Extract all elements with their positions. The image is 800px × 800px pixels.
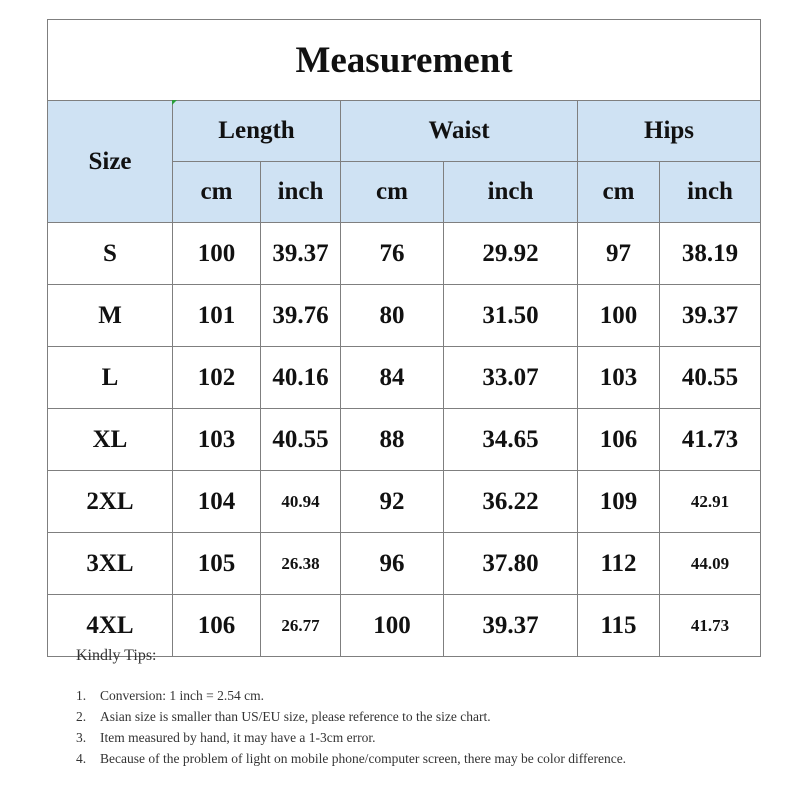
tip-text: Item measured by hand, it may have a 1-3cm error. <box>100 730 376 745</box>
tip-number: 4. <box>76 751 87 766</box>
size-cell: M <box>48 285 173 347</box>
length-cm-cell: 100 <box>173 223 261 285</box>
table-title: Measurement <box>48 20 761 101</box>
hips-cm-header: cm <box>578 162 660 223</box>
hips-group-header: Hips <box>578 101 761 162</box>
waist-cm-cell: 80 <box>341 285 444 347</box>
tips-section <box>76 647 756 769</box>
size-cell: 3XL <box>48 533 173 595</box>
table-row <box>48 223 761 285</box>
table-row <box>48 533 761 595</box>
list-item <box>76 727 756 748</box>
tip-number: 3. <box>76 730 87 745</box>
waist-cm-cell: 84 <box>341 347 444 409</box>
tips-title: Kindly Tips: <box>76 647 157 664</box>
waist-inch-header: inch <box>444 162 578 223</box>
hips-cm-cell: 103 <box>578 347 660 409</box>
waist-inch-cell: 33.07 <box>444 347 578 409</box>
table-row <box>48 409 761 471</box>
length-inch-cell: 26.77 <box>261 595 341 657</box>
hips-inch-cell: 44.09 <box>660 533 761 595</box>
size-cell: S <box>48 223 173 285</box>
tip-text: Asian size is smaller than US/EU size, please reference to the size chart. <box>100 709 491 724</box>
table-row <box>48 285 761 347</box>
length-cm-cell: 102 <box>173 347 261 409</box>
waist-cm-cell: 96 <box>341 533 444 595</box>
waist-group-header: Waist <box>341 101 578 162</box>
length-cm-cell: 101 <box>173 285 261 347</box>
tip-number: 1. <box>76 688 87 703</box>
length-inch-cell: 39.76 <box>261 285 341 347</box>
hips-cm-cell: 100 <box>578 285 660 347</box>
length-cm-cell: 105 <box>173 533 261 595</box>
hips-cm-cell: 109 <box>578 471 660 533</box>
length-group-header: Length <box>173 101 341 162</box>
length-cm-cell: 106 <box>173 595 261 657</box>
length-inch-cell: 39.37 <box>261 223 341 285</box>
length-inch-cell: 26.38 <box>261 533 341 595</box>
tip-text: Conversion: 1 inch = 2.54 cm. <box>100 688 264 703</box>
waist-cm-cell: 88 <box>341 409 444 471</box>
tip-text: Because of the problem of light on mobile phone/computer screen, there may be color difference. <box>100 751 627 766</box>
table-row <box>48 347 761 409</box>
waist-inch-cell: 29.92 <box>444 223 578 285</box>
waist-inch-cell: 36.22 <box>444 471 578 533</box>
hips-inch-cell: 38.19 <box>660 223 761 285</box>
table-row <box>48 471 761 533</box>
waist-cm-cell: 76 <box>341 223 444 285</box>
list-item <box>76 685 756 706</box>
hips-cm-cell: 115 <box>578 595 660 657</box>
tips-list <box>76 685 756 769</box>
waist-inch-cell: 31.50 <box>444 285 578 347</box>
hips-inch-cell: 39.37 <box>660 285 761 347</box>
hips-cm-cell: 112 <box>578 533 660 595</box>
hips-inch-cell: 40.55 <box>660 347 761 409</box>
waist-inch-cell: 39.37 <box>444 595 578 657</box>
waist-inch-cell: 34.65 <box>444 409 578 471</box>
size-cell: L <box>48 347 173 409</box>
length-cm-cell: 104 <box>173 471 261 533</box>
hips-inch-cell: 41.73 <box>660 595 761 657</box>
size-cell: XL <box>48 409 173 471</box>
size-cell: 4XL <box>48 595 173 657</box>
size-column-header: Size <box>48 101 173 223</box>
hips-inch-header: inch <box>660 162 761 223</box>
hips-inch-cell: 41.73 <box>660 409 761 471</box>
hips-cm-cell: 106 <box>578 409 660 471</box>
length-inch-cell: 40.55 <box>261 409 341 471</box>
waist-inch-cell: 37.80 <box>444 533 578 595</box>
length-inch-header: inch <box>261 162 341 223</box>
waist-cm-cell: 92 <box>341 471 444 533</box>
length-inch-cell: 40.16 <box>261 347 341 409</box>
hips-cm-cell: 97 <box>578 223 660 285</box>
waist-cm-header: cm <box>341 162 444 223</box>
list-item <box>76 706 756 727</box>
list-item <box>76 748 756 769</box>
length-inch-cell: 40.94 <box>261 471 341 533</box>
tip-number: 2. <box>76 709 87 724</box>
cell-marker <box>172 100 177 105</box>
waist-cm-cell: 100 <box>341 595 444 657</box>
hips-inch-cell: 42.91 <box>660 471 761 533</box>
size-cell: 2XL <box>48 471 173 533</box>
length-cm-cell: 103 <box>173 409 261 471</box>
length-cm-header: cm <box>173 162 261 223</box>
measurement-table <box>47 19 761 657</box>
